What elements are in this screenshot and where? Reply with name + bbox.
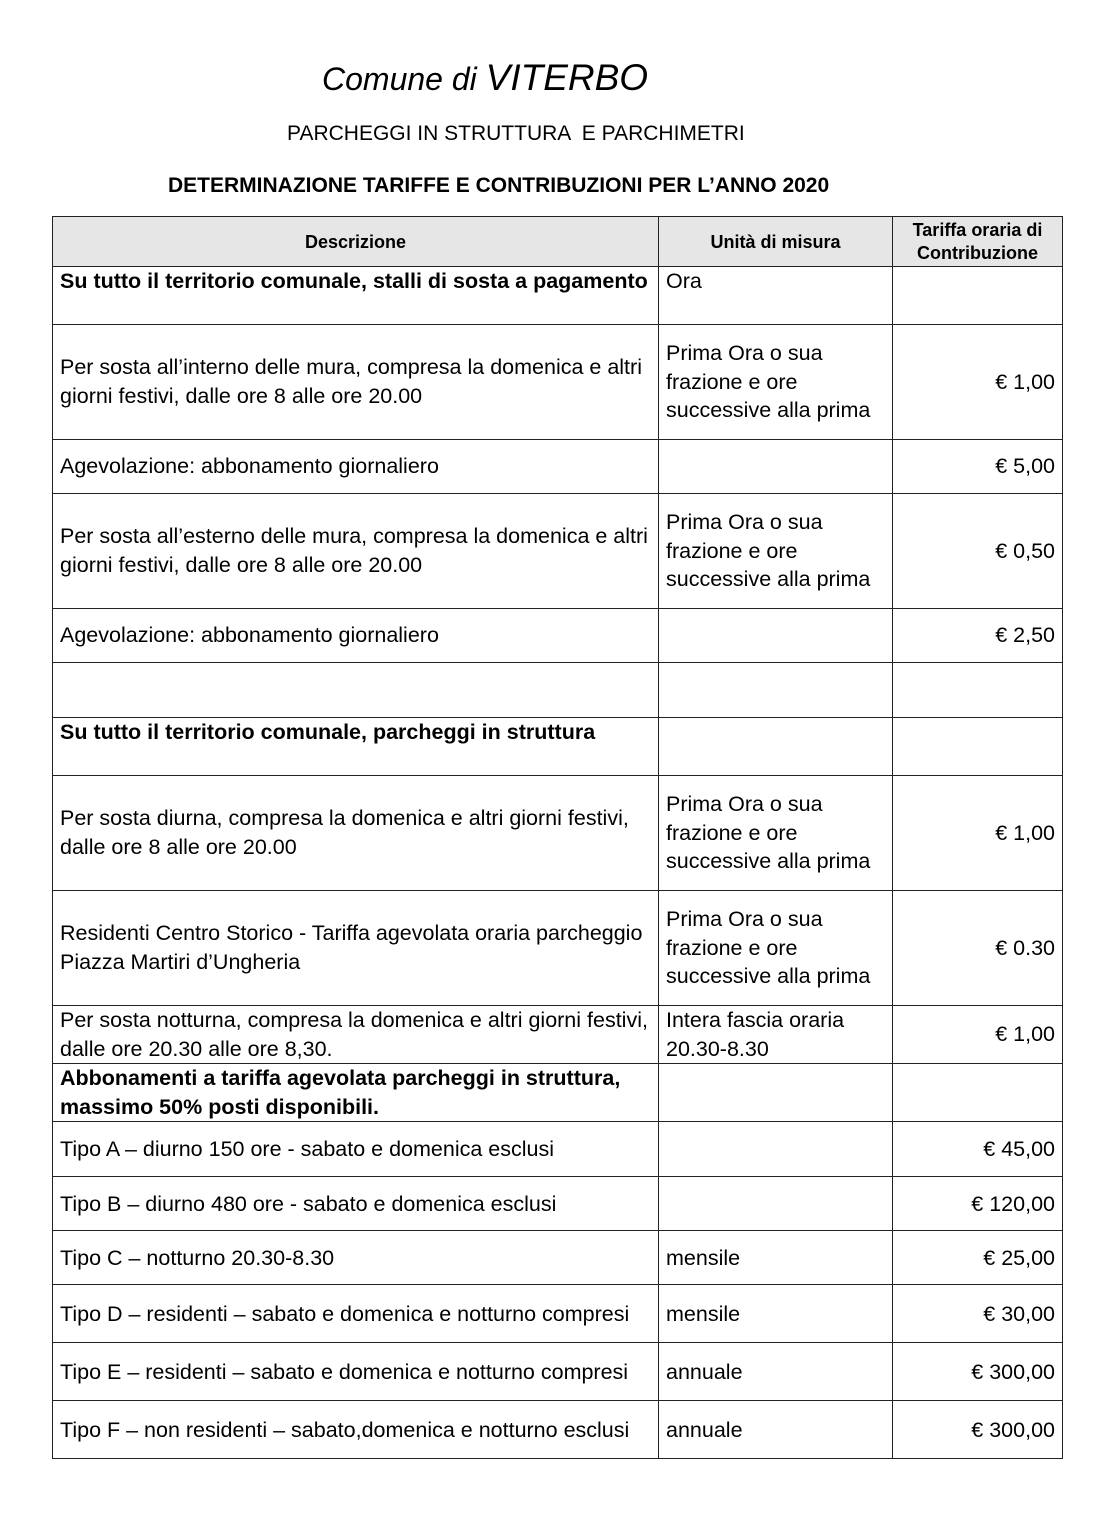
- table-row: [53, 1285, 1063, 1343]
- row-unit: [659, 609, 893, 663]
- row-unit: mensile: [659, 1231, 893, 1285]
- column-header-rate-line1: Tariffa oraria di: [912, 219, 1043, 240]
- row-unit: Prima Ora o sua frazione e ore successive alla prima: [659, 494, 893, 609]
- row-description: Tipo E – residenti – sabato e domenica e notturno compresi: [53, 1343, 659, 1401]
- table-header-row: [53, 217, 1063, 267]
- row-rate: [893, 1064, 1063, 1122]
- row-description: Per sosta all’interno delle mura, compresa la domenica e altri giorni festivi, dalle ore 8 alle ore 20.00: [53, 325, 659, 440]
- table-row: [53, 1006, 1063, 1064]
- row-unit: Prima Ora o sua frazione e ore successive alla prima: [659, 325, 893, 440]
- table-row: [53, 1122, 1063, 1177]
- table-row-empty: [53, 663, 1063, 718]
- row-description: Residenti Centro Storico - Tariffa agevolata oraria parcheggio Piazza Martiri d’Ungheria: [53, 891, 659, 1006]
- row-description: Agevolazione: abbonamento giornaliero: [53, 609, 659, 663]
- row-description: Per sosta notturna, compresa la domenica e altri giorni festivi, dalle ore 20.30 alle ore 8,30.: [53, 1006, 659, 1064]
- table-row: [53, 609, 1063, 663]
- row-description: Agevolazione: abbonamento giornaliero: [53, 440, 659, 494]
- column-header-description: Descrizione: [53, 217, 659, 267]
- row-rate: [893, 718, 1063, 776]
- table-row: [53, 325, 1063, 440]
- row-description: Tipo C – notturno 20.30-8.30: [53, 1231, 659, 1285]
- table-row: [53, 1231, 1063, 1285]
- row-unit: annuale: [659, 1401, 893, 1459]
- row-rate: € 0,50: [893, 494, 1063, 609]
- table-row: [53, 1177, 1063, 1231]
- row-unit: [659, 1177, 893, 1231]
- row-rate: € 25,00: [893, 1231, 1063, 1285]
- row-rate: € 300,00: [893, 1401, 1063, 1459]
- row-description: Tipo B – diurno 480 ore - sabato e domenica esclusi: [53, 1177, 659, 1231]
- row-unit: annuale: [659, 1343, 893, 1401]
- row-rate: € 2,50: [893, 609, 1063, 663]
- column-header-unit: Unità di misura: [659, 217, 893, 267]
- row-unit: [659, 663, 893, 718]
- row-rate: € 0.30: [893, 891, 1063, 1006]
- row-rate: € 45,00: [893, 1122, 1063, 1177]
- table-row: [53, 1064, 1063, 1122]
- municipality-title: [322, 56, 648, 101]
- row-description: Tipo F – non residenti – sabato,domenica e notturno esclusi: [53, 1401, 659, 1459]
- row-unit: Intera fascia oraria 20.30-8.30: [659, 1006, 893, 1064]
- row-rate: € 5,00: [893, 440, 1063, 494]
- row-unit: mensile: [659, 1285, 893, 1343]
- row-unit: [659, 1064, 893, 1122]
- municipality-city: VITERBO: [485, 57, 649, 98]
- row-rate: [893, 267, 1063, 325]
- table-row: [53, 891, 1063, 1006]
- row-description: Su tutto il territorio comunale, stalli di sosta a pagamento: [53, 267, 659, 325]
- row-rate: € 1,00: [893, 776, 1063, 891]
- municipality-prefix: Comune di: [322, 61, 477, 97]
- table-row: [53, 1401, 1063, 1459]
- tariff-table: [52, 216, 1063, 1459]
- row-unit: [659, 718, 893, 776]
- row-rate: € 1,00: [893, 1006, 1063, 1064]
- table-row: [53, 494, 1063, 609]
- row-rate: € 120,00: [893, 1177, 1063, 1231]
- row-description: Per sosta all’esterno delle mura, compresa la domenica e altri giorni festivi, dalle ore 8 alle ore 20.00: [53, 494, 659, 609]
- row-unit: Prima Ora o sua frazione e ore successive alla prima: [659, 776, 893, 891]
- row-rate: € 300,00: [893, 1343, 1063, 1401]
- row-rate: € 30,00: [893, 1285, 1063, 1343]
- table-row: [53, 718, 1063, 776]
- column-header-rate-line2: Contribuzione: [917, 242, 1038, 263]
- document-heading: DETERMINAZIONE TARIFFE E CONTRIBUZIONI PER L’ANNO 2020: [168, 174, 830, 197]
- column-header-rate: [893, 217, 1063, 267]
- row-description: Abbonamenti a tariffa agevolata parcheggi in struttura, massimo 50% posti disponibili.: [53, 1064, 659, 1122]
- document-subtitle: PARCHEGGI IN STRUTTURA E PARCHIMETRI: [287, 122, 745, 145]
- row-unit: Prima Ora o sua frazione e ore successive alla prima: [659, 891, 893, 1006]
- row-description: Su tutto il territorio comunale, parcheggi in struttura: [53, 718, 659, 776]
- row-unit: Ora: [659, 267, 893, 325]
- row-unit: [659, 1122, 893, 1177]
- row-description: [53, 663, 659, 718]
- row-description: Tipo A – diurno 150 ore - sabato e domenica esclusi: [53, 1122, 659, 1177]
- table-row: [53, 776, 1063, 891]
- table-row: [53, 267, 1063, 325]
- row-description: Per sosta diurna, compresa la domenica e altri giorni festivi, dalle ore 8 alle ore 20.00: [53, 776, 659, 891]
- row-unit: [659, 440, 893, 494]
- row-rate: € 1,00: [893, 325, 1063, 440]
- row-rate: [893, 663, 1063, 718]
- row-description: Tipo D – residenti – sabato e domenica e notturno compresi: [53, 1285, 659, 1343]
- table-row: [53, 440, 1063, 494]
- table-row: [53, 1343, 1063, 1401]
